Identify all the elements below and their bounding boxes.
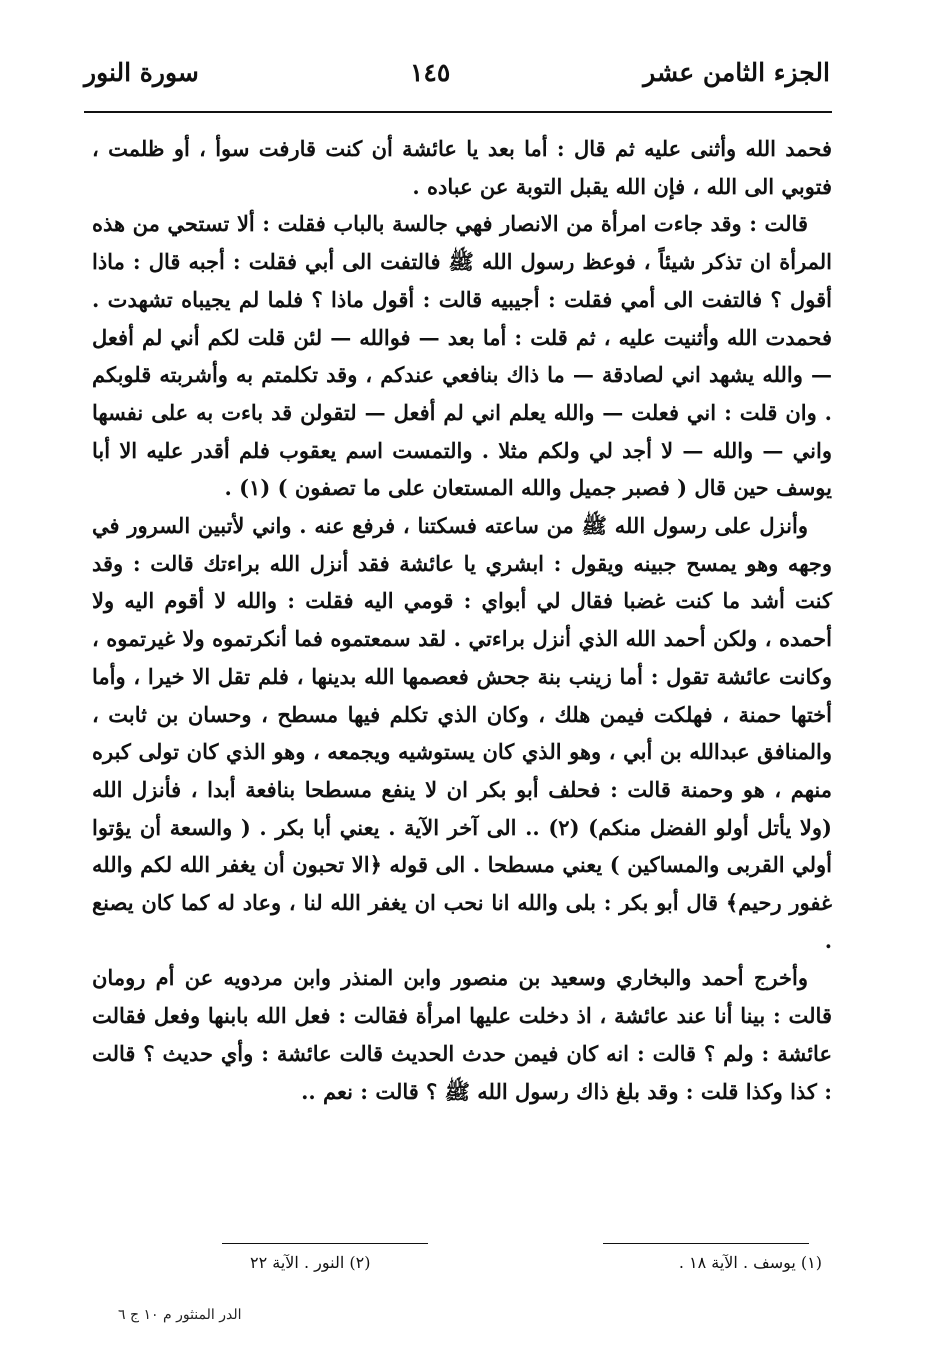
- paragraph: وأنزل على رسول الله ﷺ من ساعته فسكتنا ، فرفع عنه . واني لأتبين السرور في وجهه وهو يمسح جبينه ويقول : ابشري يا عائشة فقد أنزل الله براءتك قالت : وقد كنت أشد ما كنت غضبا فقال لي أبواي : قومي اليه فقلت : والله لا أقوم اليه ولا أحمده ، ولكن أحمد الله الذي أنزل براءتي . لقد سمعتموه فما أنكرتموه ولا غيرتموه ، وكانت عائشة تقول : أما زينب بنة جحش فعصمها الله بدينها ، فلم تقل الا خيرا ، وأما أختها حمنة ، فهلكت فيمن هلك ، وكان الذي تكلم فيها مسطح ، وحسان بن ثابت ، والمنافق عبدالله بن أبي ، وهو الذي كان يستوشيه ويجمعه ، وهو الذي كان تولى كبره منهم ، هو وحمنة قالت : فحلف أبو بكر ان لا ينفع مسطحا بنافعة أبدا ، فأنزل الله (ولا يأتل أولو الفضل منكم) (٢) .. الى آخر الآية . يعني أبا بكر . ( والسعة أن يؤتوا أولي القربى والمساكين ) يعني مسطحا . الى قوله ﴿الا تحبون أن يغفر الله لكم والله غفور رحيم﴾ قال أبو بكر : بلى والله انا نحب ان يغفر الله لنا ، وعاد له كما كان يصنع .: [92, 513, 832, 953]
- paragraph: فحمد الله وأثنى عليه ثم قال : أما بعد يا عائشة أن كنت قارفت سوأ ، أو ظلمت ، فتوبي الى الله ، فإن الله يقبل التوبة عن عباده .: [92, 136, 832, 199]
- main-text: [92, 130, 832, 1110]
- running-header-juz: الجزء الثامن عشر: [643, 58, 830, 87]
- footnote-rule: [222, 1243, 428, 1244]
- footnote-1: (١) يوسف . الآية ١٨ .: [678, 1253, 822, 1272]
- footnote-2: (٢) النور . الآية ٢٢: [250, 1253, 371, 1272]
- running-header-surah: سورة النور: [84, 58, 199, 87]
- paragraph: وأخرج أحمد والبخاري وسعيد بن منصور وابن المنذر وابن مردويه عن أم رومان قالت : بينا أنا عند عائشة ، اذ دخلت عليها امرأة فقالت : فعل الله بابنها وفعل فقالت عائشة : ولم ؟ قالت : انه كان فيمن حدث الحديث قالت عائشة : وأي حديث ؟ قالت : كذا وكذا قلت : وقد بلغ ذاك رسول الله ﷺ ؟ قالت : نعم ..: [92, 965, 832, 1104]
- paragraph: قالت : وقد جاءت امرأة من الانصار فهي جالسة بالباب فقلت : ألا تستحي من هذه المرأة ان تذكر شيئاً ، فوعظ رسول الله ﷺ فالتفت الى أبي فقلت : أجبه قال : ماذا أقول ؟ فالتفت الى أمي فقلت : أجيبيه قالت : أقول ماذا ؟ فلما لم يجيباه تشهدت . فحمدت الله وأثنيت عليه ، ثم قلت : أما بعد — فوالله — لئن قلت لكم أني لم أفعل — والله يشهد اني لصادقة — ما ذاك بنافعي عندكم ، وقد تكلمتم به وأشربته قلوبكم . وان قلت : اني فعلت — والله يعلم اني لم أفعل — لتقولن قد باءت به على نفسها واني — والله — لا أجد لي ولكم مثلا . والتمست اسم يعقوب فلم أقدر عليه الا أبا يوسف حين قال ( فصبر جميل والله المستعان على ما تصفون ) (١) .: [92, 211, 832, 501]
- page-number: ١٤٥: [410, 58, 451, 87]
- header-rule: [84, 111, 832, 113]
- footnote-rule: [603, 1243, 809, 1244]
- signature-mark: الدر المنثور م ١٠ ج ٦: [118, 1307, 242, 1323]
